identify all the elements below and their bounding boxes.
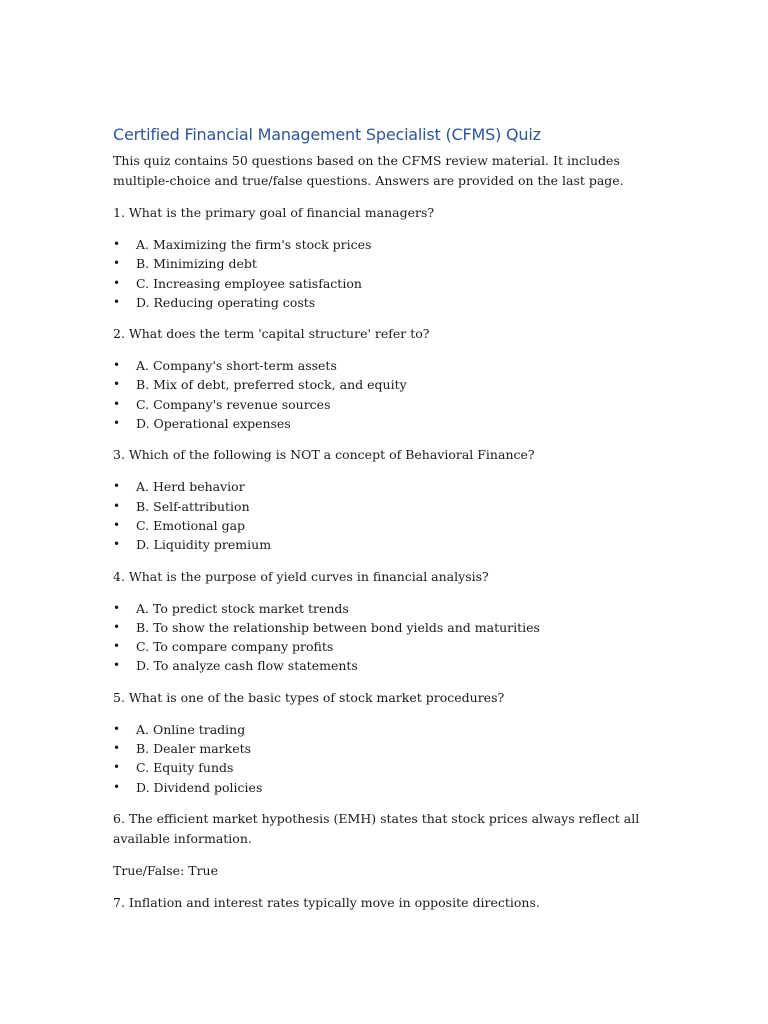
option-label: A. Online trading [136, 721, 246, 737]
option-label: D. Dividend policies [136, 779, 263, 795]
option-item [113, 497, 658, 516]
options-list [113, 477, 658, 554]
question-text: 1. What is the primary goal of financial managers? [113, 205, 435, 220]
option-label: B. Self-attribution [136, 498, 250, 514]
option-item [113, 758, 658, 777]
option-label: C. Increasing employee satisfaction [136, 275, 362, 291]
option-label: B. Minimizing debt [136, 256, 257, 272]
option-item [113, 395, 658, 414]
option-label: C. To compare company profits [136, 639, 334, 655]
bullet-icon: • [113, 721, 121, 736]
options-list [113, 235, 658, 312]
bullet-icon: • [113, 741, 121, 756]
option-label: D. To analyze cash flow statements [136, 658, 358, 674]
option-label: D. Liquidity premium [136, 537, 272, 553]
bullet-icon: • [113, 498, 121, 513]
option-label: D. Operational expenses [136, 416, 291, 432]
option-item [113, 254, 658, 273]
options-list [113, 356, 658, 433]
bullet-icon: • [113, 275, 121, 290]
option-item [113, 274, 658, 293]
option-label: A. To predict stock market trends [136, 600, 349, 616]
bullet-icon: • [113, 639, 121, 654]
option-item [113, 599, 658, 618]
bullet-icon: • [113, 416, 121, 431]
intro-paragraph: This quiz contains 50 questions based on the CFMS review material. It includes multiple-choice and true/false questions. Answers are provided on the last page. [113, 153, 624, 188]
option-label: A. Herd behavior [136, 479, 245, 495]
bullet-icon: • [113, 619, 121, 634]
option-label: A. Company's short-term assets [136, 358, 337, 374]
option-label: B. Dealer markets [136, 741, 252, 757]
bullet-icon: • [113, 294, 121, 309]
bullet-icon: • [113, 377, 121, 392]
option-item [113, 778, 658, 797]
question-text: 7. Inflation and interest rates typically move in opposite directions. [113, 894, 540, 910]
option-item [113, 293, 658, 312]
option-item [113, 637, 658, 656]
option-item [113, 535, 658, 554]
option-item [113, 477, 658, 496]
option-item [113, 516, 658, 535]
option-label: D. Reducing operating costs [136, 294, 316, 310]
option-item [113, 414, 658, 433]
document-title: Certified Financial Management Specialist (CFMS) Quiz [113, 125, 541, 144]
options-list [113, 599, 658, 676]
option-item [113, 739, 658, 758]
option-item [113, 656, 658, 675]
bullet-icon: • [113, 760, 121, 775]
bullet-icon: • [113, 396, 121, 411]
options-list [113, 720, 658, 797]
bullet-icon: • [113, 658, 121, 673]
option-item [113, 375, 658, 394]
question-text: 5. What is one of the basic types of stock market procedures? [113, 689, 505, 705]
option-label: C. Company's revenue sources [136, 396, 331, 412]
option-label: B. Mix of debt, preferred stock, and equity [136, 377, 407, 393]
option-item [113, 356, 658, 375]
question-text: 2. What does the term 'capital structure' refer to? [113, 326, 430, 342]
bullet-icon: • [113, 779, 121, 794]
option-item [113, 235, 658, 254]
question-text: 4. What is the purpose of yield curves in financial analysis? [113, 568, 489, 584]
question-text: 6. The efficient market hypothesis (EMH) states that stock prices always reflect all available information. [113, 810, 640, 846]
bullet-icon: • [113, 517, 121, 532]
bullet-icon: • [113, 237, 121, 251]
option-item [113, 618, 658, 637]
option-label: A. Maximizing the firm's stock prices [136, 237, 372, 252]
question-text: 3. Which of the following is NOT a concept of Behavioral Finance? [113, 447, 535, 463]
document-page [113, 124, 658, 925]
option-label: C. Equity funds [136, 760, 234, 776]
option-label: C. Emotional gap [136, 517, 246, 533]
answer-text: True/False: True [113, 862, 219, 878]
bullet-icon: • [113, 479, 121, 494]
bullet-icon: • [113, 600, 121, 615]
bullet-icon: • [113, 537, 121, 552]
bullet-icon: • [113, 358, 121, 373]
option-label: B. To show the relationship between bond yields and maturities [136, 619, 540, 635]
bullet-icon: • [113, 256, 121, 271]
option-item [113, 720, 658, 739]
